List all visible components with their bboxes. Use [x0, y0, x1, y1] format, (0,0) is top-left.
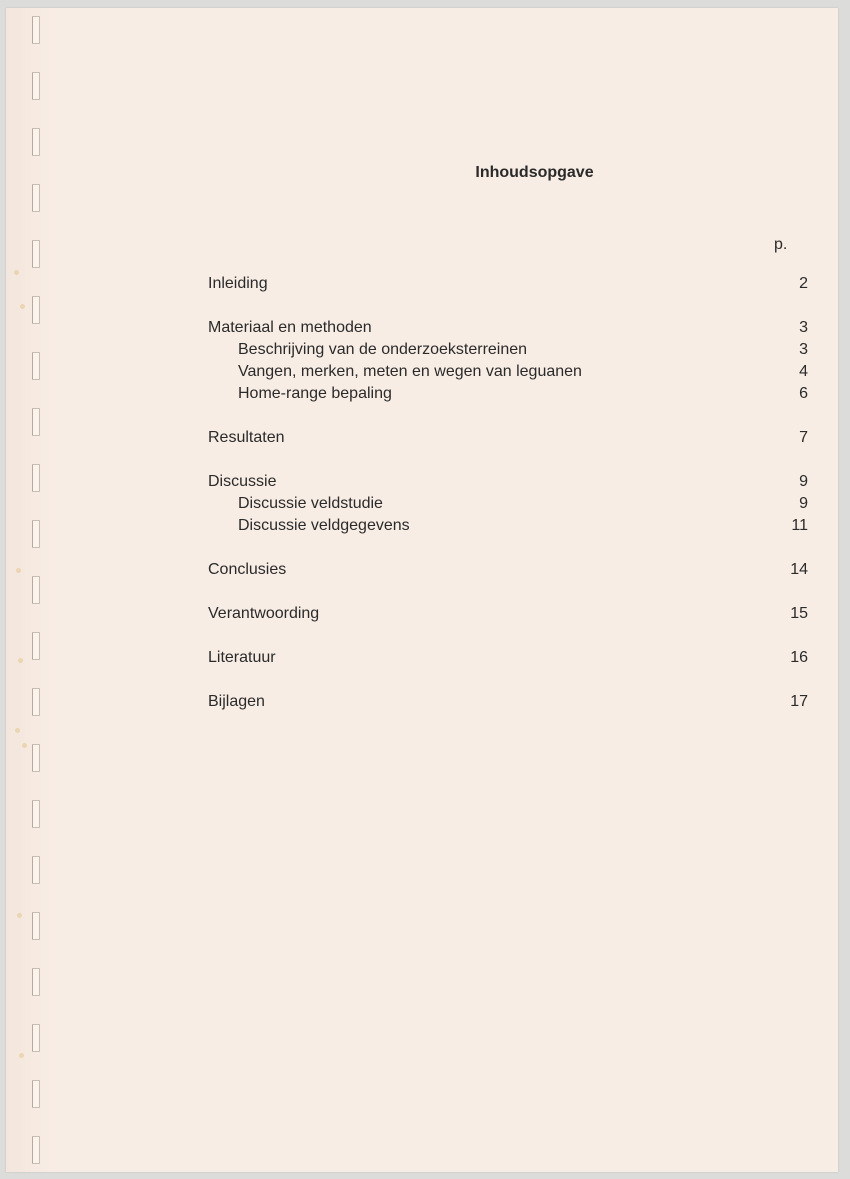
binding-slot	[32, 632, 40, 660]
toc-entry-page: 9	[799, 495, 808, 512]
binding-slot	[32, 408, 40, 436]
toc-entry-label: Conclusies	[208, 561, 287, 578]
toc-entry-page: 6	[799, 385, 808, 402]
toc-entry-page: 2	[799, 275, 808, 292]
toc-entry-page: 3	[799, 319, 808, 336]
toc-entry-label: Bijlagen	[208, 693, 265, 710]
stain-spot	[15, 728, 20, 733]
toc-entry	[208, 559, 808, 581]
toc-entry	[208, 427, 808, 449]
binding-slot	[32, 912, 40, 940]
stain-spot	[22, 743, 27, 748]
toc-subentry	[208, 383, 808, 405]
toc-entry	[208, 471, 808, 493]
binding-slot	[32, 1024, 40, 1052]
document-page	[6, 8, 838, 1172]
toc-entry-label: Discussie	[208, 473, 277, 490]
toc-entry-page: 14	[790, 561, 808, 578]
toc-entry-label: Discussie veldstudie	[238, 495, 383, 512]
toc-entry-label: Literatuur	[208, 649, 276, 666]
toc-subentry	[208, 493, 808, 515]
binding-slot	[32, 184, 40, 212]
binding-slot	[32, 352, 40, 380]
toc-entry-page: 15	[790, 605, 808, 622]
toc-entry-page: 4	[799, 363, 808, 380]
toc-subentry	[208, 361, 808, 383]
binding-slot	[32, 1080, 40, 1108]
stain-spot	[19, 1053, 24, 1058]
toc-subentry	[208, 339, 808, 361]
binding-slot	[32, 968, 40, 996]
binding-slot	[32, 464, 40, 492]
binding-slot	[32, 296, 40, 324]
toc-entry-label: Vangen, merken, meten en wegen van leguanen	[238, 363, 582, 380]
binding-slot	[32, 688, 40, 716]
binding-slot	[32, 744, 40, 772]
toc-entry-label: Materiaal en methoden	[208, 319, 372, 336]
page-column-label: p.	[774, 236, 788, 253]
toc-entry-label: Discussie veldgegevens	[238, 517, 410, 534]
toc-entry	[208, 691, 808, 713]
binding-slot	[32, 520, 40, 548]
stain-spot	[16, 568, 21, 573]
binding-slot	[32, 128, 40, 156]
toc-entry-page: 11	[791, 517, 808, 534]
toc-entry	[208, 647, 808, 669]
stain-spot	[20, 304, 25, 309]
toc-title: Inhoudsopgave	[475, 164, 594, 181]
binding-slot	[32, 800, 40, 828]
binding-slot	[32, 576, 40, 604]
binding-slot	[32, 1136, 40, 1164]
toc-entry-page: 7	[799, 429, 808, 446]
toc-entry-label: Verantwoording	[208, 605, 320, 622]
toc-entry-page: 9	[799, 473, 808, 490]
binding-slot	[32, 72, 40, 100]
comb-binding	[6, 8, 56, 1172]
toc-entry-page: 16	[790, 649, 808, 666]
stain-spot	[14, 270, 19, 275]
toc-entry-label: Inleiding	[208, 275, 268, 292]
binding-slot	[32, 856, 40, 884]
stain-spot	[18, 658, 23, 663]
toc-entry	[208, 603, 808, 625]
toc-subentry	[208, 515, 808, 537]
toc-entry	[208, 273, 808, 295]
stain-spot	[17, 913, 22, 918]
toc-entry-label: Resultaten	[208, 429, 285, 446]
binding-slot	[32, 16, 40, 44]
toc-entry-label: Beschrijving van de onderzoeksterreinen	[238, 341, 528, 358]
toc-entry-page: 3	[799, 341, 808, 358]
toc-entry-page: 17	[790, 693, 808, 710]
binding-slot	[32, 240, 40, 268]
toc-entry-label: Home-range bepaling	[238, 385, 392, 402]
toc-entry	[208, 317, 808, 339]
